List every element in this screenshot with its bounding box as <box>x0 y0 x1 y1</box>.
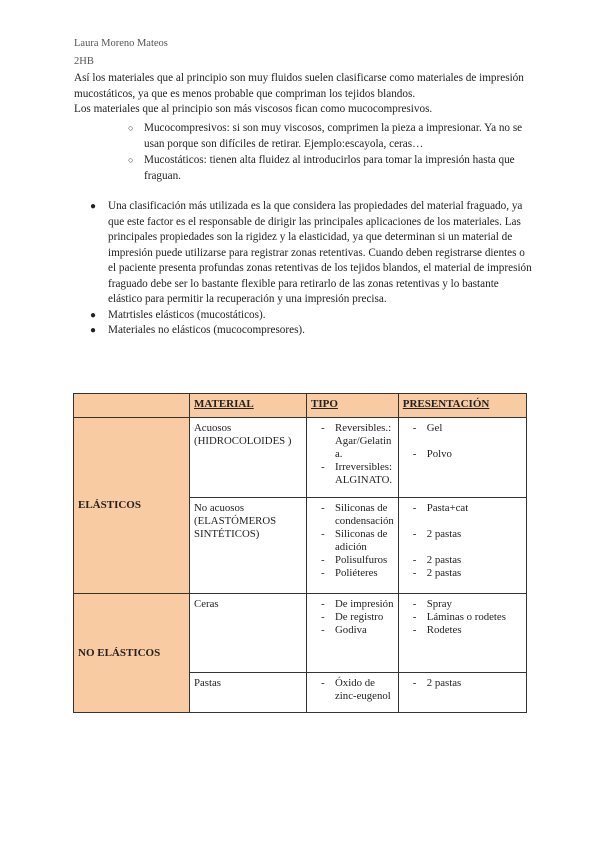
disc-bullet-icon: ● <box>90 309 97 321</box>
list-item <box>90 308 532 324</box>
tipo-cell <box>307 594 399 673</box>
list-item <box>90 323 532 339</box>
list-item: - Gel <box>412 422 443 434</box>
circle-bullet-icon: ○ <box>128 155 134 165</box>
list-item: - Siliconas de adición <box>321 528 388 553</box>
author-name: Laura Moreno Mateos <box>74 38 168 49</box>
header-tipo: TIPO <box>307 394 399 418</box>
presentacion-cell <box>398 498 526 594</box>
list-item: - 2 pastas <box>412 554 462 566</box>
category-elasticos: ELÁSTICOS <box>74 418 190 594</box>
list-item: - Láminas o rodetes <box>412 611 506 623</box>
header-presentacion: PRESENTACIÓN <box>398 394 526 418</box>
list-item: - Spray <box>412 598 452 610</box>
list-item: - Polisulfuros <box>321 554 388 566</box>
list-item-text: Mucostáticos: tienen alta fluidez al introducirlos para tomar la impresión hasta que fraguan. <box>144 154 515 182</box>
table-row <box>74 594 527 673</box>
list-item-text: Materiales no elásticos (mucocompresores). <box>108 324 305 336</box>
tipo-cell <box>307 673 399 713</box>
category-no-elasticos: NO ELÁSTICOS <box>74 594 190 713</box>
sub-list <box>128 121 532 185</box>
list-item: - Polvo <box>412 448 452 460</box>
bullet-list <box>90 199 532 339</box>
list-item <box>90 199 532 308</box>
header-material: MATERIAL <box>190 394 307 418</box>
list-item: - Reversibles.: Agar/Gelatin a. <box>321 422 392 460</box>
disc-bullet-icon: ● <box>90 201 97 212</box>
list-item-text: Una clasificación más utilizada es la que considera las propiedades del material fraguado, ya que este factor es el responsable de dirigir las principales aplicaciones de los materiales. Las principales propiedades son la rigidez y la elasticidad, ya que determinan si un material de impresión puede utilizarse para registrar zonas retentivas. Cuando deben registrarse dientes o el paciente presenta profundas zonas retentivas de los tejidos blandos, el material de impresión fraguado debe ser lo bastante flexible para retirarlo de las zonas retentivas y lo bastante elástico para permitir la recuperación y una impresión precisa. <box>108 200 532 305</box>
list-item: - Godiva <box>321 624 367 636</box>
group-label: 2HB <box>74 56 94 67</box>
classification-table <box>73 393 527 713</box>
list-item: - Irreversibles: ALGINATO. <box>321 461 393 486</box>
tipo-cell <box>307 418 399 498</box>
list-item: - Pasta+cat <box>412 502 469 514</box>
disc-bullet-icon: ● <box>90 325 97 336</box>
list-item: - Siliconas de condensación <box>321 502 394 527</box>
table-row <box>74 418 527 498</box>
tipo-cell <box>307 498 399 594</box>
circle-bullet-icon: ○ <box>128 123 134 133</box>
list-item: - De registro <box>321 611 384 623</box>
list-item-text: Matrtisles elásticos (mucostáticos). <box>108 308 266 321</box>
list-item: - 2 pastas <box>412 677 462 689</box>
intro-line-1: Así los materiales que al principio son muy fluidos suelen clasificarse como materiales de impresión mucostáticos, ya que es menos probable que compriman los tejidos blandos. <box>74 72 524 100</box>
list-item: - Poliéteres <box>321 567 378 579</box>
list-item <box>128 153 532 184</box>
material-cell: No acuosos (ELASTÓMEROS SINTÉTICOS) <box>190 498 307 594</box>
presentacion-cell <box>398 594 526 673</box>
list-item-text: Mucocompresivos: si son muy viscosos, comprimen la pieza a impresionar. Ya no se usan porque son difíciles de retirar. Ejemplo:escayola, ceras… <box>144 122 523 150</box>
intro-paragraph <box>74 71 534 118</box>
list-item: - 2 pastas <box>412 528 462 540</box>
list-item: - 2 pastas <box>412 567 462 579</box>
list-item: - De impresión <box>321 598 394 610</box>
presentacion-cell <box>398 673 526 713</box>
list-item <box>128 121 532 152</box>
list-item: - Rodetes <box>412 624 462 636</box>
material-cell: Pastas <box>190 673 307 713</box>
header-empty-cell <box>74 394 190 418</box>
list-item: - Óxido de zinc-eugenol <box>321 677 391 702</box>
intro-line-2: Los materiales que al principio son más viscosos fican como mucocompresivos. <box>74 103 433 115</box>
material-cell: Ceras <box>190 594 307 673</box>
table-header-row <box>74 394 527 418</box>
material-cell: Acuosos (HIDROCOLOIDES ) <box>190 418 307 498</box>
presentacion-cell <box>398 418 526 498</box>
